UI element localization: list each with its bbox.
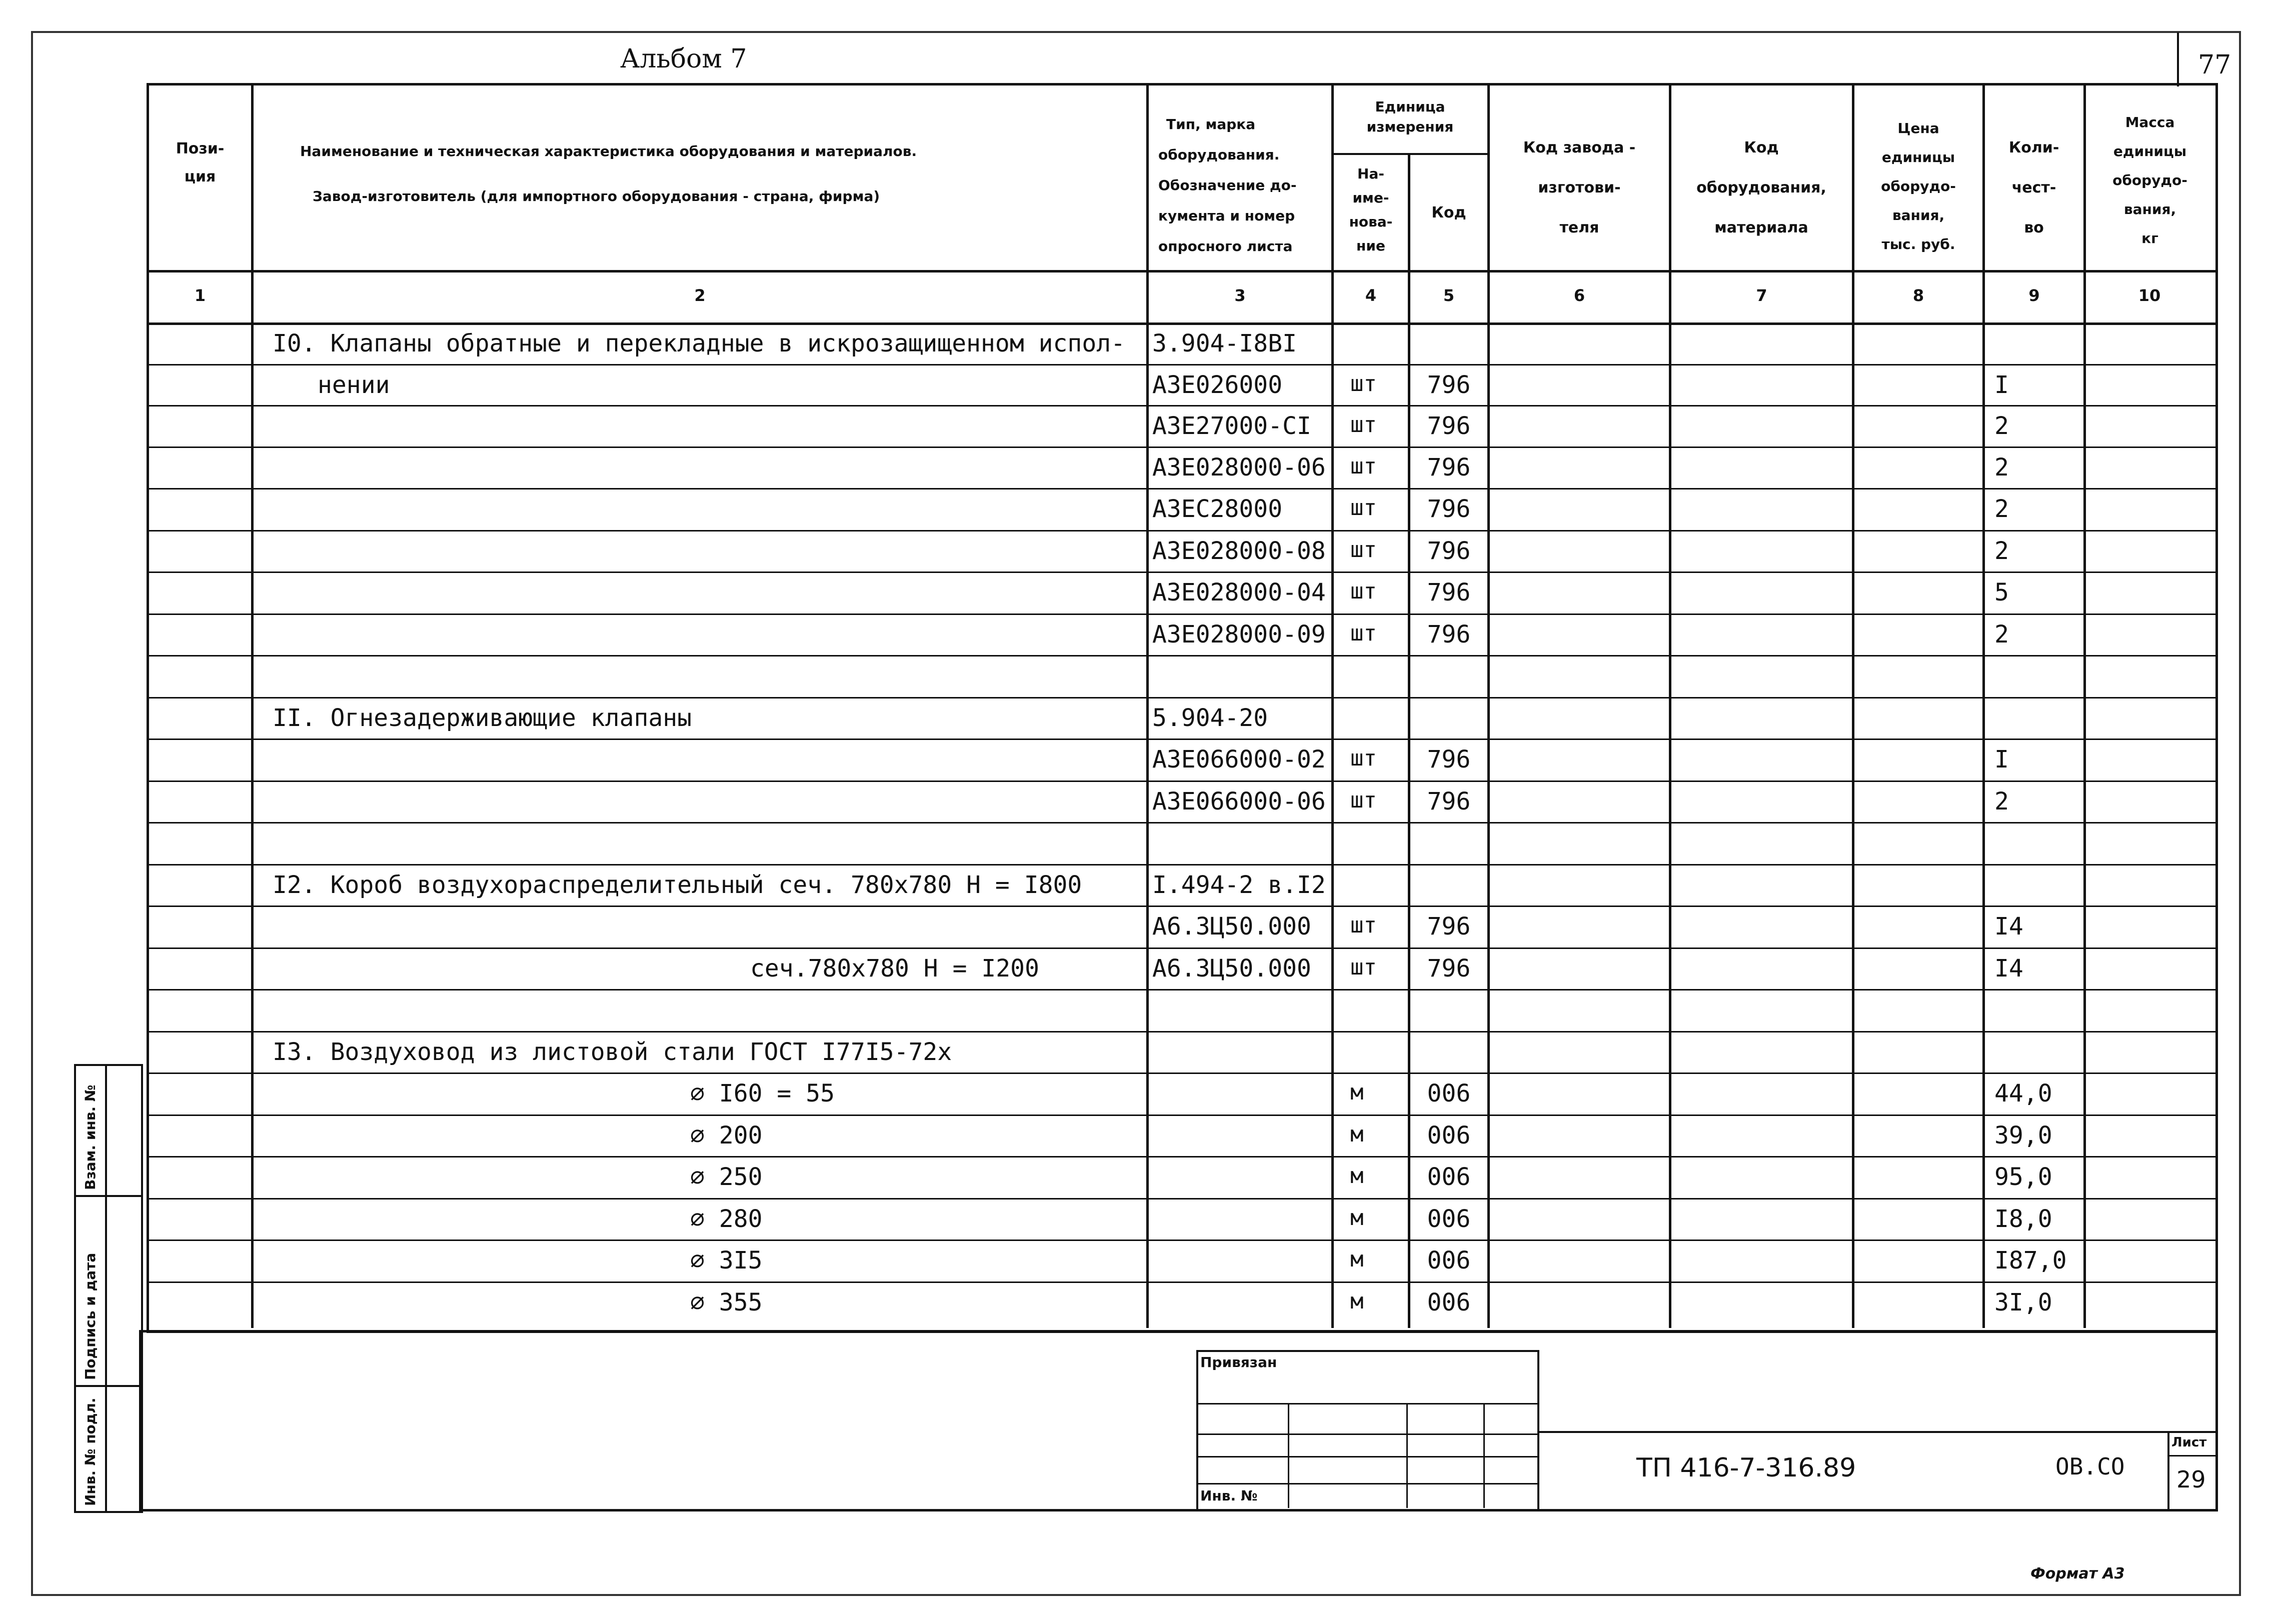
- cell-qty: I87,0: [1994, 1246, 2067, 1274]
- cell-unit: шт: [1350, 371, 1377, 396]
- header-col2: Наименование и техническая характеристика оборудования и материалов. Завод-изготовитель (для импортного оборудования - страна, фирма): [300, 143, 917, 204]
- cell-qty: I: [1994, 371, 2009, 399]
- header-col10: Масса единицы оборудо- вания, кг: [2112, 114, 2187, 246]
- privyazan-label: Привязан: [1200, 1354, 1277, 1370]
- doc-block-top: [1537, 1431, 2215, 1433]
- side-label-podpis: Подпись и дата: [82, 1252, 99, 1380]
- row-separator: [147, 738, 2215, 740]
- row-separator: [147, 906, 2215, 907]
- side-strip-line-2: [74, 1385, 141, 1387]
- cell-name: ∅ I60 = 55: [690, 1080, 835, 1108]
- cell-type: А3Е066000-02: [1152, 746, 1326, 774]
- cell-unit: м: [1350, 1163, 1364, 1188]
- sheet-box-divider: [2167, 1455, 2215, 1456]
- header-col1: Пози- ция: [176, 140, 225, 186]
- cell-name: ∅ 280: [690, 1205, 763, 1233]
- cell-unit: шт: [1350, 788, 1377, 813]
- privyazan-vline-3: [1483, 1403, 1485, 1508]
- row-separator: [147, 697, 2215, 698]
- doc-code: ТП 416-7-316.89: [1636, 1453, 1856, 1483]
- cell-code: 796: [1427, 788, 1471, 816]
- col-line-4: [1408, 153, 1410, 1328]
- cell-type: А3Е026000: [1152, 371, 1283, 399]
- cell-qty: 2: [1994, 788, 2009, 816]
- cell-code: 006: [1427, 1163, 1471, 1191]
- cell-code: 796: [1427, 495, 1471, 523]
- cell-code: 006: [1427, 1246, 1471, 1274]
- col-line-7: [1852, 83, 1854, 1328]
- cell-code: 796: [1427, 537, 1471, 565]
- sheet-number: 29: [2176, 1466, 2206, 1493]
- cell-unit: шт: [1350, 495, 1377, 520]
- cell-code: 796: [1427, 371, 1471, 399]
- stamp-left-line: [139, 1330, 142, 1512]
- cell-unit: шт: [1350, 912, 1377, 938]
- privyazan-line-3: [1196, 1456, 1537, 1458]
- cell-name: I3. Воздуховод из листовой стали ГОСТ I77I5-72х: [273, 1038, 952, 1066]
- cell-type: I.494-2 в.I2: [1152, 871, 1326, 899]
- cell-type: 3.904-I8BI: [1152, 330, 1297, 358]
- cell-type: А3Е028000-08: [1152, 537, 1326, 565]
- cell-name: ∅ 200: [690, 1122, 763, 1150]
- row-separator: [147, 948, 2215, 949]
- cell-qty: I4: [1994, 954, 2023, 982]
- cell-unit: шт: [1350, 412, 1377, 438]
- col-line-1: [251, 83, 254, 1328]
- cell-name: I2. Короб воздухораспределительный сеч. 780х780 Н = I800: [273, 871, 1082, 899]
- cell-qty: 5: [1994, 578, 2009, 606]
- cell-type: А6.3Ц50.000: [1152, 954, 1311, 982]
- format-label: Формат А3: [2030, 1565, 2125, 1582]
- cell-name: II. Огнезадерживающие клапаны: [273, 704, 692, 732]
- side-label-inv: Инв. № подл.: [82, 1398, 99, 1506]
- row-separator: [147, 1156, 2215, 1158]
- cell-unit: шт: [1350, 454, 1377, 479]
- cell-code: 796: [1427, 454, 1471, 482]
- row-separator: [147, 572, 2215, 573]
- col-line-6: [1669, 83, 1671, 1328]
- colnum-10: 10: [2138, 286, 2161, 305]
- header-unit-group: Единица измерения: [1366, 98, 1454, 135]
- header-col9: Коли- чест- во: [2008, 139, 2059, 236]
- cell-code: 006: [1427, 1205, 1471, 1233]
- side-strip-divider: [105, 1064, 107, 1511]
- cell-code: 006: [1427, 1080, 1471, 1108]
- cell-qty: 2: [1994, 620, 2009, 648]
- colnum-6: 6: [1573, 286, 1585, 305]
- cell-qty: 3I,0: [1994, 1288, 2052, 1316]
- colnum-7: 7: [1756, 286, 1767, 305]
- colnum-8: 8: [1912, 286, 1924, 305]
- page-number: 77: [2198, 50, 2231, 80]
- side-strip-line-1: [74, 1195, 141, 1197]
- cell-code: 796: [1427, 954, 1471, 982]
- col-line-8: [1982, 83, 1985, 1328]
- row-separator: [147, 1072, 2215, 1074]
- header-col5: Код: [1431, 204, 1466, 222]
- privyazan-vline-1: [1288, 1403, 1289, 1508]
- cell-type: А3ЕС28000: [1152, 495, 1283, 523]
- row-separator: [147, 822, 2215, 824]
- cell-code: 796: [1427, 912, 1471, 940]
- page-number-divider: [2177, 32, 2179, 86]
- sheet-box-left: [2167, 1431, 2169, 1510]
- stamp-right-line: [2215, 1330, 2218, 1512]
- row-separator: [147, 1198, 2215, 1200]
- cell-name: ∅ 355: [690, 1288, 763, 1316]
- cell-unit: м: [1350, 1122, 1364, 1147]
- colnum-3: 3: [1234, 286, 1246, 305]
- cell-qty: 2: [1994, 495, 2009, 523]
- cell-code: 796: [1427, 578, 1471, 606]
- header-col3: Тип, марка оборудования. Обозначение до- кумента и номер опросного листа: [1158, 116, 1297, 254]
- colnum-9: 9: [2028, 286, 2040, 305]
- cell-unit: шт: [1350, 620, 1377, 646]
- cell-type: А3Е27000-СI: [1152, 412, 1311, 440]
- colnum-2: 2: [694, 286, 706, 305]
- colnum-5: 5: [1443, 286, 1455, 305]
- cell-unit: шт: [1350, 578, 1377, 604]
- cell-type: А3Е066000-06: [1152, 788, 1326, 816]
- cell-qty: 39,0: [1994, 1122, 2052, 1150]
- row-separator: [147, 864, 2215, 866]
- cell-qty: I4: [1994, 912, 2023, 940]
- privyazan-line-2: [1196, 1434, 1537, 1435]
- colnum-bottom-line: [147, 322, 2215, 325]
- cell-qty: 44,0: [1994, 1080, 2052, 1108]
- cell-code: 796: [1427, 412, 1471, 440]
- privyazan-line-1: [1196, 1403, 1537, 1404]
- row-separator: [147, 530, 2215, 532]
- header-col8: Цена единицы оборудо- вания, тыс. руб.: [1881, 120, 1956, 252]
- sheet-label: Лист: [2171, 1435, 2207, 1450]
- row-separator: [147, 614, 2215, 615]
- cell-qty: 95,0: [1994, 1163, 2052, 1191]
- header-col4: На- име- нова- ние: [1349, 166, 1393, 254]
- cell-name: ∅ 250: [690, 1163, 763, 1191]
- cell-qty: 2: [1994, 537, 2009, 565]
- row-separator: [147, 405, 2215, 406]
- cell-unit: м: [1350, 1288, 1364, 1314]
- header-col7: Код оборудования, материала: [1696, 139, 1826, 236]
- cell-unit: шт: [1350, 537, 1377, 562]
- cell-qty: 2: [1994, 454, 2009, 482]
- doc-section: ОВ.СО: [2055, 1453, 2125, 1480]
- row-separator: [147, 1031, 2215, 1032]
- cell-code: 796: [1427, 746, 1471, 774]
- row-separator: [147, 989, 2215, 990]
- row-separator: [147, 1114, 2215, 1116]
- cell-code: 006: [1427, 1288, 1471, 1316]
- cell-type: А6.3Ц50.000: [1152, 912, 1311, 940]
- colnum-4: 4: [1365, 286, 1377, 305]
- stamp-bottom-line: [139, 1509, 2215, 1512]
- row-separator: [147, 1282, 2215, 1283]
- cell-name: ∅ 3I5: [690, 1246, 763, 1274]
- cell-name: I0. Клапаны обратные и перекладные в искрозащищенном испол-: [273, 330, 1126, 358]
- cell-type: А3Е028000-06: [1152, 454, 1326, 482]
- row-separator: [147, 446, 2215, 448]
- side-label-vzam: Взам. инв. №: [82, 1084, 99, 1190]
- cell-unit: шт: [1350, 746, 1377, 771]
- cell-unit: м: [1350, 1246, 1364, 1272]
- privyazan-vline-2: [1406, 1403, 1408, 1508]
- row-separator: [147, 488, 2215, 490]
- cell-qty: 2: [1994, 412, 2009, 440]
- cell-unit: шт: [1350, 954, 1377, 980]
- row-separator: [147, 364, 2215, 366]
- privyazan-line-4: [1196, 1483, 1537, 1484]
- header-bottom-line: [147, 270, 2215, 272]
- cell-unit: м: [1350, 1080, 1364, 1105]
- header-col6: Код завода - изготови- теля: [1523, 139, 1636, 236]
- cell-type: 5.904-20: [1152, 704, 1268, 732]
- cell-code: 796: [1427, 620, 1471, 648]
- inv-no-label: Инв. №: [1200, 1488, 1258, 1504]
- row-separator: [147, 655, 2215, 656]
- row-separator: [147, 780, 2215, 782]
- col-line-9: [2083, 83, 2086, 1328]
- row-separator: [147, 1240, 2215, 1241]
- cell-name: нении: [318, 371, 390, 399]
- cell-name: сеч.780х780 Н = I200: [750, 954, 1039, 982]
- cell-type: А3Е028000-04: [1152, 578, 1326, 606]
- stamp-top-line: [139, 1330, 2215, 1332]
- cell-qty: I: [1994, 746, 2009, 774]
- cell-qty: I8,0: [1994, 1205, 2052, 1233]
- cell-type: А3Е028000-09: [1152, 620, 1326, 648]
- album-title: Альбом 7: [620, 44, 747, 74]
- cell-code: 006: [1427, 1122, 1471, 1150]
- colnum-1: 1: [194, 286, 206, 305]
- cell-unit: м: [1350, 1205, 1364, 1230]
